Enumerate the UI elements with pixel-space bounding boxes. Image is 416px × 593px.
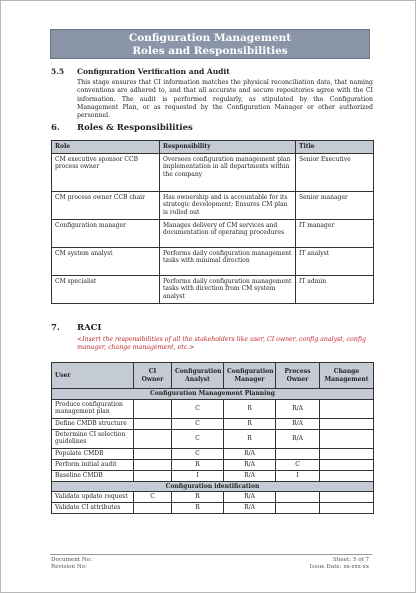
raci-cell bbox=[320, 429, 374, 448]
role-cell: Configuration manager bbox=[52, 219, 160, 247]
raci-cell: R bbox=[172, 459, 224, 470]
title-cell: Senior Executive bbox=[296, 153, 374, 191]
roles-header-role: Role bbox=[52, 141, 160, 154]
table-row bbox=[52, 492, 374, 503]
raci-cell bbox=[276, 492, 320, 503]
raci-cell bbox=[134, 503, 172, 514]
section-5-5-number: 5.5 bbox=[51, 67, 65, 76]
roles-header-title: Title bbox=[296, 141, 374, 154]
footer-document-no: Document No: bbox=[51, 557, 92, 563]
raci-cell: C bbox=[172, 418, 224, 429]
raci-cell bbox=[320, 418, 374, 429]
raci-instruction-note: <Insert the responsibilities of all the stakeholders like user, CI owner, config analyst, config manager, change management, etc.> bbox=[77, 336, 366, 352]
raci-task-cell: Populate CMDB bbox=[52, 448, 134, 459]
raci-cell: R bbox=[172, 492, 224, 503]
title-line-1: Configuration Management bbox=[128, 32, 292, 44]
raci-cell: C bbox=[276, 459, 320, 470]
raci-header-configuration-analyst: Configuration Analyst bbox=[172, 363, 224, 389]
raci-cell: R/A bbox=[224, 470, 276, 481]
raci-cell: R/A bbox=[224, 503, 276, 514]
section-5-5-body: This stage ensures that CI information matches the physical reconciliation data, that naming conventions are adhered to, and that all accurate and secure repositories agree with the CI information. The audit is performed regularly, as stipulated by the Configuration Management Plan, or as requested by the Configuration Manager or other authorized personnel. bbox=[77, 79, 373, 120]
roles-header-responsibility: Responsibility bbox=[160, 141, 296, 154]
raci-table bbox=[51, 362, 374, 514]
table-row bbox=[52, 418, 374, 429]
table-row bbox=[52, 219, 374, 247]
raci-task-cell: Perform initial audit bbox=[52, 459, 134, 470]
responsibility-cell: Performs daily configuration management tasks with direction from CM system analyst bbox=[160, 275, 296, 303]
raci-cell bbox=[320, 503, 374, 514]
title-cell: IT analyst bbox=[296, 247, 374, 275]
raci-task-cell: Produce configuration management plan bbox=[52, 399, 134, 418]
raci-header-process-owner: Process Owner bbox=[276, 363, 320, 389]
responsibility-cell: Has ownership and is accountable for its strategic development; Ensures CM plan is rolled out bbox=[160, 191, 296, 219]
raci-group-label: Configuration Management Planning bbox=[52, 389, 374, 400]
role-cell: CM specialist bbox=[52, 275, 160, 303]
raci-header-ci-owner: CI Owner bbox=[134, 363, 172, 389]
raci-cell: I bbox=[172, 470, 224, 481]
raci-task-cell: Validate CI attributes bbox=[52, 503, 134, 514]
table-row bbox=[52, 399, 374, 418]
raci-cell: R/A bbox=[276, 429, 320, 448]
raci-header-change-management: Change Management bbox=[320, 363, 374, 389]
responsibility-cell: Performs daily configuration management tasks with minimal direction bbox=[160, 247, 296, 275]
section-7-title: RACI bbox=[77, 323, 102, 333]
role-cell: CM system analyst bbox=[52, 247, 160, 275]
table-row bbox=[52, 247, 374, 275]
raci-cell: R bbox=[224, 418, 276, 429]
raci-cell: R/A bbox=[224, 492, 276, 503]
raci-cell: C bbox=[172, 448, 224, 459]
raci-header-user: User bbox=[52, 363, 134, 389]
raci-cell bbox=[320, 459, 374, 470]
section-5-5-title: Configuration Verification and Audit bbox=[77, 67, 230, 76]
raci-cell bbox=[134, 448, 172, 459]
table-row bbox=[52, 459, 374, 470]
roles-table bbox=[51, 140, 374, 304]
raci-cell: C bbox=[134, 492, 172, 503]
raci-cell: R/A bbox=[224, 459, 276, 470]
raci-cell bbox=[134, 470, 172, 481]
raci-cell bbox=[276, 503, 320, 514]
raci-cell bbox=[320, 470, 374, 481]
footer-issue-date: Issue Date: xx-xxx-xx bbox=[309, 564, 369, 570]
responsibility-cell: Manages delivery of CM services and documentation of operating procedures bbox=[160, 219, 296, 247]
raci-group-label: Configuration identification bbox=[52, 481, 374, 492]
title-cell: Senior manager bbox=[296, 191, 374, 219]
responsibility-cell: Oversees configuration management plan implementation in all departments within the company bbox=[160, 153, 296, 191]
raci-cell bbox=[320, 399, 374, 418]
raci-task-cell: Baseline CMDB bbox=[52, 470, 134, 481]
raci-cell bbox=[134, 459, 172, 470]
raci-cell: R bbox=[224, 429, 276, 448]
raci-task-cell: Define CMDB structure bbox=[52, 418, 134, 429]
footer-divider bbox=[50, 554, 372, 555]
footer-sheet: Sheet: 5 of 7 bbox=[332, 557, 369, 563]
raci-cell: R/A bbox=[276, 399, 320, 418]
table-row bbox=[52, 448, 374, 459]
table-row bbox=[52, 153, 374, 191]
raci-cell bbox=[320, 492, 374, 503]
table-row bbox=[52, 275, 374, 303]
raci-cell: R/A bbox=[224, 448, 276, 459]
table-row bbox=[52, 503, 374, 514]
raci-header-row bbox=[52, 363, 374, 389]
title-cell: IT admin bbox=[296, 275, 374, 303]
raci-cell bbox=[134, 399, 172, 418]
raci-task-cell: Determine CI selection guidelines bbox=[52, 429, 134, 448]
roles-header-row bbox=[52, 141, 374, 154]
raci-group-row bbox=[52, 389, 374, 400]
section-6-number: 6. bbox=[51, 123, 60, 133]
section-6-title: Roles & Responsibilities bbox=[77, 123, 193, 133]
raci-cell bbox=[320, 448, 374, 459]
raci-cell bbox=[134, 429, 172, 448]
raci-cell: I bbox=[276, 470, 320, 481]
raci-cell: R bbox=[224, 399, 276, 418]
table-row bbox=[52, 429, 374, 448]
role-cell: CM process owner CCB chair bbox=[52, 191, 160, 219]
section-7-number: 7. bbox=[51, 323, 60, 333]
footer-revision-no: Revision No: bbox=[51, 564, 88, 570]
raci-header-configuration-manager: Configuration Manager bbox=[224, 363, 276, 389]
raci-cell: R bbox=[172, 503, 224, 514]
role-cell: CM executive sponsor CCB process owner bbox=[52, 153, 160, 191]
title-banner bbox=[50, 29, 370, 59]
table-row bbox=[52, 470, 374, 481]
raci-cell: C bbox=[172, 399, 224, 418]
raci-group-row bbox=[52, 481, 374, 492]
raci-cell bbox=[276, 448, 320, 459]
raci-cell: R/A bbox=[276, 418, 320, 429]
title-cell: IT manager bbox=[296, 219, 374, 247]
raci-task-cell: Validate update request bbox=[52, 492, 134, 503]
raci-cell: C bbox=[172, 429, 224, 448]
title-line-2: Roles and Responsibilities bbox=[132, 45, 288, 57]
table-row bbox=[52, 191, 374, 219]
raci-cell bbox=[134, 418, 172, 429]
